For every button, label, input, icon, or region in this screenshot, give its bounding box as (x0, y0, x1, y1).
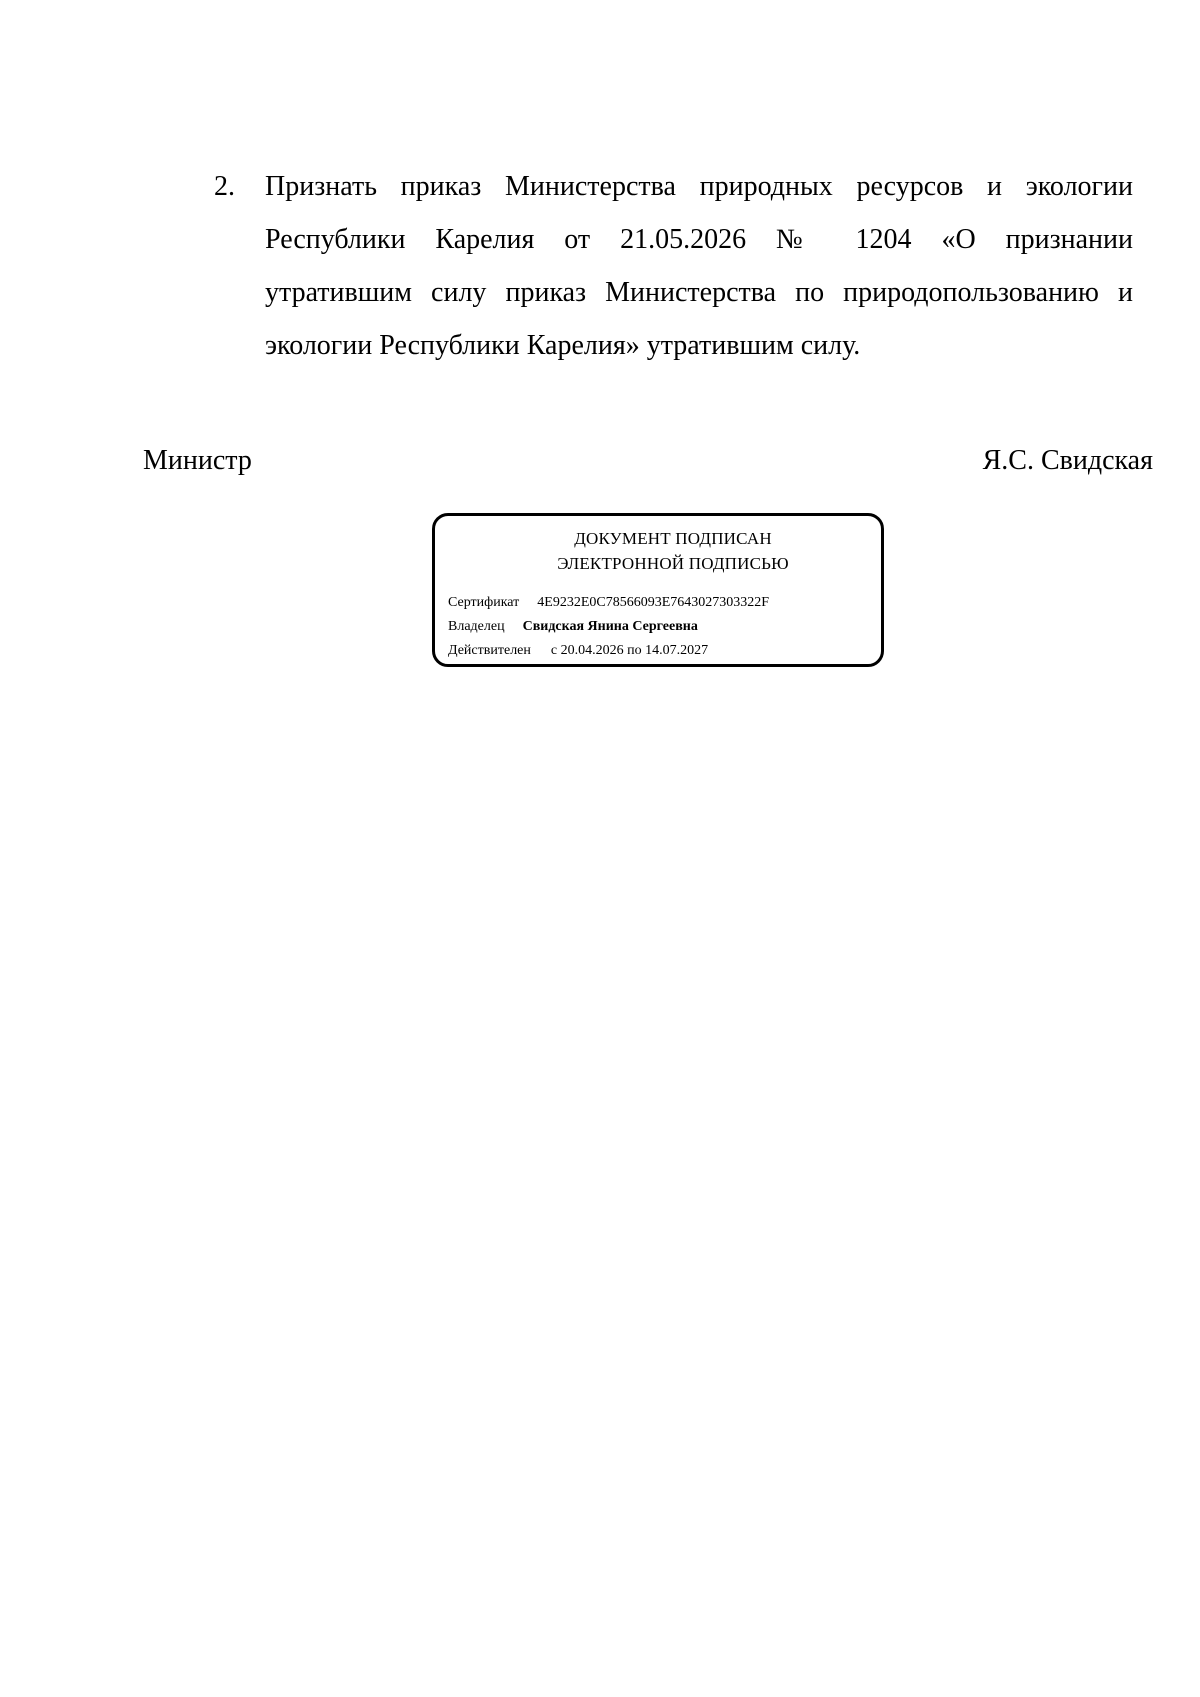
certificate-label: Сертификат (448, 595, 520, 610)
stamp-title-line: ДОКУМЕНТ ПОДПИСАН (574, 529, 772, 548)
stamp-title (435, 526, 881, 576)
signature-block (143, 441, 1153, 481)
owner-value: Свидская Янина Сергеевна (522, 619, 698, 634)
signatory-position: Министр (143, 445, 252, 476)
paragraph-text (265, 160, 1133, 372)
paragraph-line: утратившим силу приказ Министерства по природопользованию и (265, 277, 1133, 308)
paragraph-line: Признать приказ Министерства природных ресурсов и экологии (265, 171, 1133, 202)
certificate-value: 4E9232E0C78566093E7643027303322F (537, 595, 770, 610)
stamp-owner-row (448, 617, 698, 637)
validity-value: с 20.04.2026 по 14.07.2027 (550, 643, 709, 658)
stamp-validity-row (448, 641, 708, 661)
signatory-name: Я.С. Свидская (982, 445, 1153, 476)
paragraph-line: экологии Республики Карелия» утратившим силу. (265, 330, 861, 361)
owner-label: Владелец (448, 619, 505, 634)
stamp-certificate-row (448, 593, 769, 613)
paragraph-line: Республики Карелия от 21.05.2026 № 1204 «О признании (265, 224, 1133, 255)
paragraph-number: 2. (214, 171, 235, 202)
validity-label: Действителен (448, 643, 531, 658)
stamp-title-line: ЭЛЕКТРОННОЙ ПОДПИСЬЮ (557, 554, 789, 573)
electronic-signature-stamp (432, 513, 884, 667)
